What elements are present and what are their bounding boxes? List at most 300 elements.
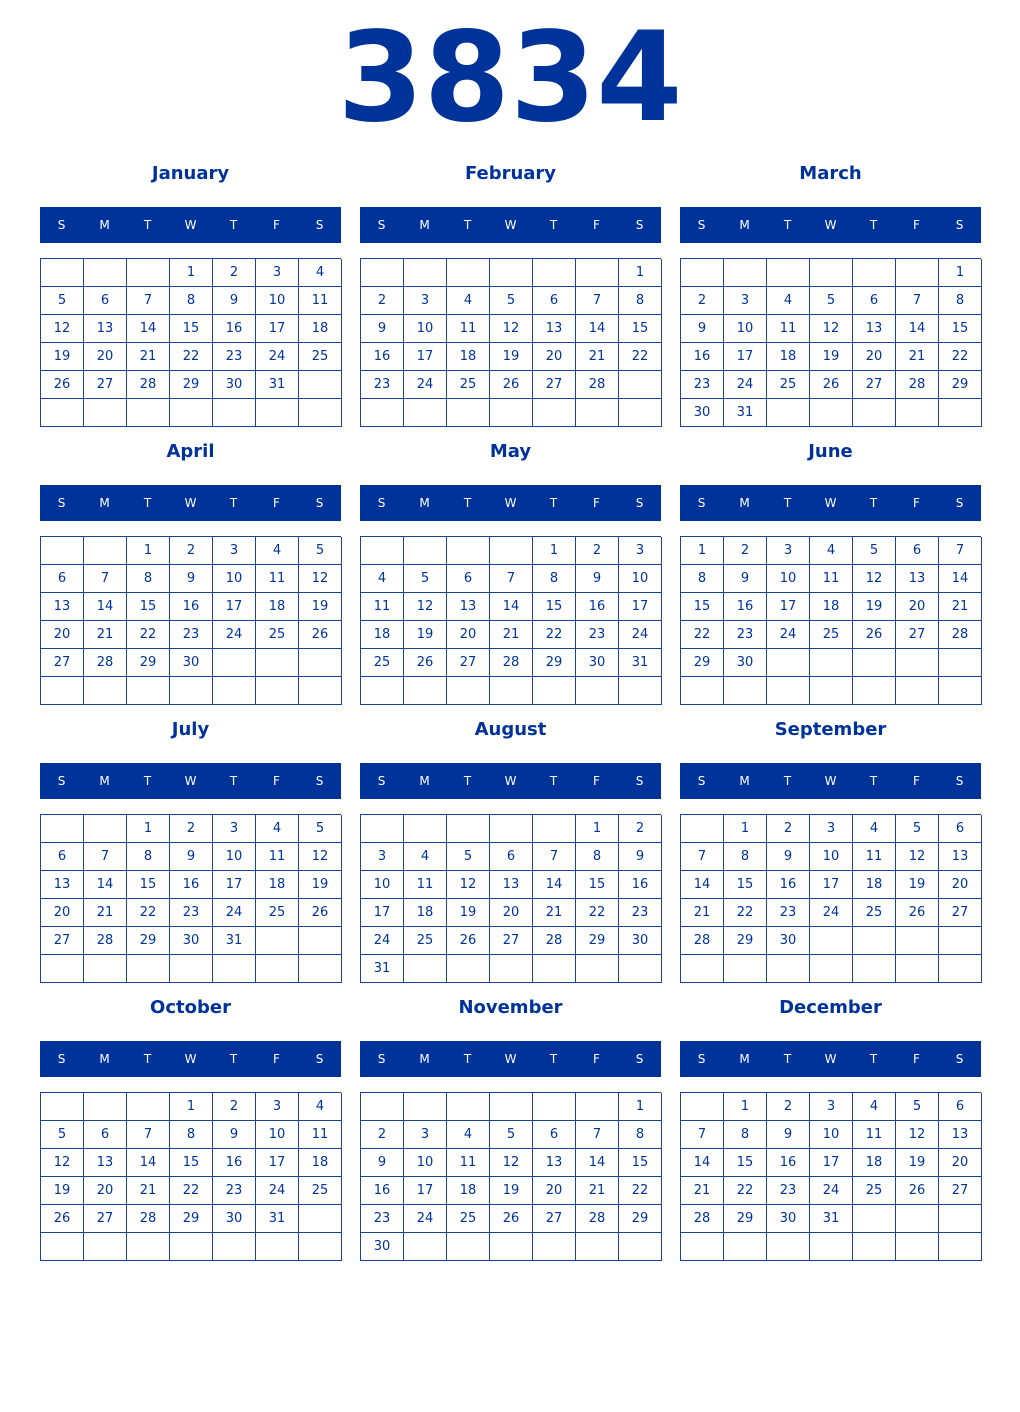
day-cell: 8 [619, 1121, 662, 1149]
empty-cell [213, 677, 256, 705]
day-cell: 30 [576, 649, 619, 677]
day-cell: 4 [447, 287, 490, 315]
month-title: January [151, 163, 230, 184]
day-cell: 3 [404, 1121, 447, 1149]
day-cell: 10 [767, 565, 810, 593]
day-cell: 25 [361, 649, 404, 677]
day-cell: 7 [939, 537, 982, 565]
empty-cell [404, 955, 447, 983]
weekday-label: T [143, 218, 152, 232]
day-cell: 17 [810, 1149, 853, 1177]
day-cell: 20 [896, 593, 939, 621]
day-cell: 27 [41, 927, 84, 955]
weekday-label: F [273, 218, 280, 232]
day-cell: 29 [724, 1205, 767, 1233]
day-cell: 27 [41, 649, 84, 677]
empty-cell [533, 815, 576, 843]
weekday-label: T [783, 496, 792, 510]
day-cell: 27 [84, 371, 127, 399]
empty-cell [256, 399, 299, 427]
empty-cell [213, 1233, 256, 1261]
weekday-label: T [229, 1052, 238, 1066]
day-cell: 26 [896, 899, 939, 927]
day-cell: 19 [490, 1177, 533, 1205]
empty-cell [896, 259, 939, 287]
day-grid [680, 814, 981, 983]
day-cell: 20 [853, 343, 896, 371]
day-cell: 3 [213, 537, 256, 565]
weekday-label: M [419, 218, 430, 232]
month-title: December [779, 997, 882, 1018]
day-cell: 18 [299, 1149, 342, 1177]
weekday-header [40, 1041, 341, 1077]
weekday-label: S [377, 496, 386, 510]
day-cell: 21 [84, 899, 127, 927]
day-cell: 17 [810, 871, 853, 899]
day-cell: 2 [170, 815, 213, 843]
day-cell: 26 [490, 1205, 533, 1233]
day-cell: 7 [681, 843, 724, 871]
day-cell: 10 [404, 315, 447, 343]
day-cell: 8 [724, 1121, 767, 1149]
weekday-label: S [377, 774, 386, 788]
day-cell: 25 [256, 899, 299, 927]
day-cell: 24 [213, 899, 256, 927]
day-cell: 20 [447, 621, 490, 649]
weekday-label: T [143, 1052, 152, 1066]
empty-cell [41, 1093, 84, 1121]
day-cell: 6 [853, 287, 896, 315]
day-cell: 3 [361, 843, 404, 871]
weekday-header [360, 207, 661, 243]
empty-cell [724, 259, 767, 287]
weekday-label: M [739, 1052, 750, 1066]
empty-cell [810, 955, 853, 983]
weekday-label: T [783, 1052, 792, 1066]
day-cell: 9 [213, 1121, 256, 1149]
empty-cell [533, 259, 576, 287]
day-cell: 3 [256, 259, 299, 287]
empty-cell [256, 1233, 299, 1261]
empty-cell [576, 259, 619, 287]
day-cell: 15 [619, 315, 662, 343]
day-cell: 8 [576, 843, 619, 871]
day-cell: 13 [939, 1121, 982, 1149]
day-cell: 15 [170, 1149, 213, 1177]
empty-cell [404, 537, 447, 565]
day-cell: 21 [576, 1177, 619, 1205]
day-cell: 8 [939, 287, 982, 315]
weekday-label: W [184, 774, 197, 788]
empty-cell [810, 649, 853, 677]
day-cell: 11 [447, 1149, 490, 1177]
day-cell: 30 [213, 371, 256, 399]
day-cell: 9 [213, 287, 256, 315]
day-cell: 31 [256, 1205, 299, 1233]
day-cell: 6 [533, 287, 576, 315]
empty-cell [299, 955, 342, 983]
day-cell: 25 [767, 371, 810, 399]
day-cell: 16 [213, 315, 256, 343]
weekday-label: F [593, 496, 600, 510]
day-cell: 22 [127, 899, 170, 927]
empty-cell [84, 399, 127, 427]
empty-cell [447, 399, 490, 427]
day-cell: 16 [619, 871, 662, 899]
day-cell: 22 [724, 899, 767, 927]
day-cell: 18 [853, 1149, 896, 1177]
day-cell: 29 [533, 649, 576, 677]
day-cell: 29 [127, 649, 170, 677]
day-cell: 29 [127, 927, 170, 955]
day-cell: 20 [84, 343, 127, 371]
day-cell: 11 [767, 315, 810, 343]
day-cell: 22 [939, 343, 982, 371]
empty-cell [127, 955, 170, 983]
day-grid [40, 258, 341, 427]
empty-cell [299, 1233, 342, 1261]
weekday-label: S [635, 1052, 644, 1066]
weekday-label: M [99, 774, 110, 788]
weekday-label: S [315, 218, 324, 232]
weekday-label: F [913, 1052, 920, 1066]
empty-cell [170, 1233, 213, 1261]
day-cell: 22 [170, 1177, 213, 1205]
day-cell: 8 [170, 1121, 213, 1149]
weekday-header [40, 485, 341, 521]
empty-cell [619, 955, 662, 983]
empty-cell [853, 259, 896, 287]
empty-cell [896, 1205, 939, 1233]
weekday-label: F [593, 774, 600, 788]
weekday-label: S [315, 774, 324, 788]
day-cell: 4 [256, 537, 299, 565]
weekday-label: S [635, 496, 644, 510]
day-cell: 12 [853, 565, 896, 593]
day-cell: 12 [299, 843, 342, 871]
day-cell: 16 [576, 593, 619, 621]
day-cell: 25 [404, 927, 447, 955]
day-cell: 13 [853, 315, 896, 343]
day-cell: 23 [170, 899, 213, 927]
empty-cell [256, 955, 299, 983]
day-cell: 22 [127, 621, 170, 649]
day-cell: 2 [361, 1121, 404, 1149]
weekday-label: T [463, 1052, 472, 1066]
weekday-label: S [57, 1052, 66, 1066]
day-cell: 15 [533, 593, 576, 621]
day-cell: 21 [896, 343, 939, 371]
day-grid [360, 536, 661, 705]
day-cell: 1 [170, 259, 213, 287]
weekday-label: S [635, 774, 644, 788]
day-cell: 27 [533, 1205, 576, 1233]
day-cell: 17 [361, 899, 404, 927]
day-cell: 13 [939, 843, 982, 871]
day-cell: 24 [810, 1177, 853, 1205]
day-cell: 21 [576, 343, 619, 371]
day-cell: 7 [681, 1121, 724, 1149]
empty-cell [767, 677, 810, 705]
empty-cell [576, 677, 619, 705]
day-cell: 19 [404, 621, 447, 649]
day-cell: 14 [533, 871, 576, 899]
day-cell: 14 [576, 315, 619, 343]
day-cell: 21 [490, 621, 533, 649]
weekday-label: M [739, 496, 750, 510]
day-cell: 10 [213, 843, 256, 871]
day-cell: 31 [810, 1205, 853, 1233]
empty-cell [170, 399, 213, 427]
empty-cell [404, 399, 447, 427]
empty-cell [853, 927, 896, 955]
empty-cell [299, 677, 342, 705]
weekday-label: S [377, 1052, 386, 1066]
day-cell: 6 [447, 565, 490, 593]
day-cell: 31 [213, 927, 256, 955]
weekday-label: W [184, 218, 197, 232]
weekday-header [680, 207, 981, 243]
day-cell: 21 [533, 899, 576, 927]
day-cell: 6 [41, 843, 84, 871]
empty-cell [84, 677, 127, 705]
day-cell: 11 [256, 843, 299, 871]
day-cell: 22 [724, 1177, 767, 1205]
day-cell: 11 [404, 871, 447, 899]
day-cell: 6 [84, 287, 127, 315]
day-cell: 17 [213, 871, 256, 899]
day-cell: 13 [447, 593, 490, 621]
weekday-label: F [913, 496, 920, 510]
day-cell: 24 [724, 371, 767, 399]
day-cell: 25 [853, 1177, 896, 1205]
empty-cell [767, 955, 810, 983]
day-cell: 26 [810, 371, 853, 399]
day-cell: 14 [681, 1149, 724, 1177]
weekday-label: T [229, 774, 238, 788]
empty-cell [490, 259, 533, 287]
day-cell: 30 [767, 927, 810, 955]
day-cell: 24 [404, 371, 447, 399]
empty-cell [810, 927, 853, 955]
day-cell: 12 [810, 315, 853, 343]
day-cell: 10 [361, 871, 404, 899]
day-cell: 14 [681, 871, 724, 899]
day-cell: 22 [576, 899, 619, 927]
day-cell: 28 [576, 1205, 619, 1233]
day-cell: 22 [533, 621, 576, 649]
weekday-label: M [99, 218, 110, 232]
weekday-label: T [463, 774, 472, 788]
day-cell: 7 [490, 565, 533, 593]
day-cell: 11 [853, 1121, 896, 1149]
day-cell: 26 [41, 1205, 84, 1233]
day-cell: 30 [767, 1205, 810, 1233]
day-cell: 16 [170, 871, 213, 899]
day-cell: 19 [41, 1177, 84, 1205]
day-cell: 28 [84, 649, 127, 677]
empty-cell [939, 649, 982, 677]
weekday-label: S [57, 774, 66, 788]
day-cell: 29 [939, 371, 982, 399]
day-cell: 9 [767, 1121, 810, 1149]
day-grid [40, 536, 341, 705]
day-cell: 26 [447, 927, 490, 955]
day-cell: 10 [810, 843, 853, 871]
day-cell: 6 [533, 1121, 576, 1149]
empty-cell [767, 399, 810, 427]
day-cell: 17 [724, 343, 767, 371]
month-title: March [799, 163, 862, 184]
day-cell: 17 [619, 593, 662, 621]
day-cell: 18 [447, 343, 490, 371]
day-cell: 17 [256, 1149, 299, 1177]
day-cell: 16 [170, 593, 213, 621]
day-cell: 8 [170, 287, 213, 315]
day-cell: 17 [767, 593, 810, 621]
empty-cell [810, 1233, 853, 1261]
day-cell: 24 [361, 927, 404, 955]
day-cell: 12 [447, 871, 490, 899]
weekday-label: S [697, 774, 706, 788]
empty-cell [41, 955, 84, 983]
day-cell: 22 [681, 621, 724, 649]
empty-cell [447, 1233, 490, 1261]
weekday-label: T [869, 496, 878, 510]
weekday-label: M [419, 496, 430, 510]
day-cell: 23 [619, 899, 662, 927]
day-cell: 10 [256, 287, 299, 315]
day-cell: 26 [404, 649, 447, 677]
day-cell: 19 [896, 871, 939, 899]
day-cell: 30 [361, 1233, 404, 1261]
day-cell: 2 [724, 537, 767, 565]
day-cell: 24 [767, 621, 810, 649]
day-cell: 23 [213, 1177, 256, 1205]
day-cell: 1 [127, 815, 170, 843]
day-cell: 24 [404, 1205, 447, 1233]
month-title: July [171, 719, 210, 740]
empty-cell [810, 677, 853, 705]
empty-cell [490, 677, 533, 705]
weekday-label: T [463, 218, 472, 232]
empty-cell [404, 1233, 447, 1261]
weekday-label: S [315, 496, 324, 510]
day-cell: 17 [404, 343, 447, 371]
day-grid [40, 1092, 341, 1261]
day-cell: 26 [299, 621, 342, 649]
empty-cell [41, 399, 84, 427]
day-cell: 9 [767, 843, 810, 871]
day-cell: 30 [170, 649, 213, 677]
day-cell: 25 [853, 899, 896, 927]
empty-cell [213, 399, 256, 427]
day-cell: 27 [490, 927, 533, 955]
empty-cell [490, 537, 533, 565]
weekday-label: S [955, 774, 964, 788]
day-cell: 1 [724, 815, 767, 843]
weekday-header [40, 763, 341, 799]
empty-cell [361, 399, 404, 427]
weekday-label: W [504, 218, 517, 232]
empty-cell [404, 815, 447, 843]
day-cell: 3 [767, 537, 810, 565]
day-cell: 23 [361, 1205, 404, 1233]
empty-cell [447, 815, 490, 843]
month-title: February [464, 163, 557, 184]
day-cell: 10 [404, 1149, 447, 1177]
day-cell: 9 [170, 843, 213, 871]
weekday-label: M [99, 1052, 110, 1066]
day-cell: 22 [170, 343, 213, 371]
day-cell: 2 [767, 1093, 810, 1121]
empty-cell [853, 649, 896, 677]
empty-cell [299, 649, 342, 677]
day-cell: 5 [41, 287, 84, 315]
empty-cell [256, 649, 299, 677]
day-cell: 12 [41, 1149, 84, 1177]
day-cell: 16 [767, 871, 810, 899]
day-cell: 11 [853, 843, 896, 871]
empty-cell [767, 649, 810, 677]
day-cell: 29 [576, 927, 619, 955]
day-cell: 17 [256, 315, 299, 343]
weekday-label: T [869, 774, 878, 788]
day-cell: 19 [299, 871, 342, 899]
day-cell: 4 [853, 1093, 896, 1121]
day-cell: 22 [619, 1177, 662, 1205]
day-cell: 18 [299, 315, 342, 343]
weekday-label: W [824, 496, 837, 510]
day-cell: 15 [127, 593, 170, 621]
day-cell: 30 [619, 927, 662, 955]
day-cell: 28 [84, 927, 127, 955]
weekday-label: S [955, 218, 964, 232]
day-cell: 29 [619, 1205, 662, 1233]
empty-cell [724, 1233, 767, 1261]
empty-cell [896, 1233, 939, 1261]
empty-cell [490, 815, 533, 843]
day-cell: 27 [939, 1177, 982, 1205]
day-cell: 16 [361, 343, 404, 371]
day-cell: 12 [896, 1121, 939, 1149]
day-cell: 19 [490, 343, 533, 371]
day-cell: 15 [619, 1149, 662, 1177]
month-title: April [166, 441, 215, 462]
day-cell: 19 [810, 343, 853, 371]
weekday-label: W [184, 496, 197, 510]
day-cell: 13 [41, 871, 84, 899]
day-grid [40, 814, 341, 983]
weekday-label: S [697, 1052, 706, 1066]
weekday-label: W [824, 218, 837, 232]
empty-cell [533, 1093, 576, 1121]
day-cell: 15 [576, 871, 619, 899]
empty-cell [41, 259, 84, 287]
weekday-label: F [593, 218, 600, 232]
empty-cell [490, 399, 533, 427]
day-cell: 6 [84, 1121, 127, 1149]
day-cell: 11 [299, 1121, 342, 1149]
day-cell: 25 [810, 621, 853, 649]
empty-cell [84, 955, 127, 983]
day-cell: 5 [896, 815, 939, 843]
empty-cell [170, 677, 213, 705]
day-cell: 15 [681, 593, 724, 621]
day-cell: 23 [361, 371, 404, 399]
day-cell: 9 [576, 565, 619, 593]
day-cell: 4 [767, 287, 810, 315]
